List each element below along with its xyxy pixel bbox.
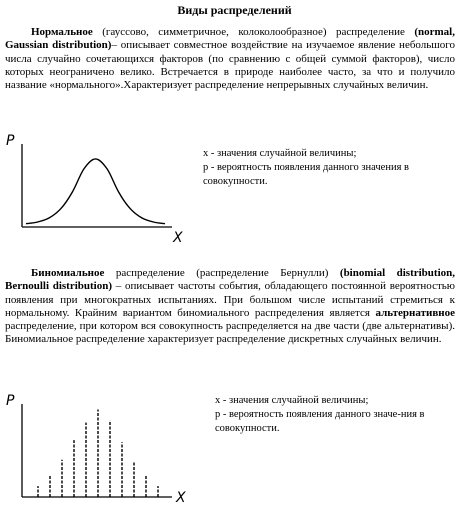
binomial-axis-p-label: P [6, 393, 15, 409]
normal-paragraph [5, 26, 455, 92]
normal-term: Нормальное [31, 26, 93, 38]
binomial-text-1: распределение (распределение Бернулли) [104, 267, 340, 279]
binomial-legend-p: p - вероятность появления данного значе-ния в совокупности. [215, 409, 425, 434]
normal-term-en: (normal, Gaussian distribution) [5, 26, 455, 52]
binomial-text-2: – описывает частоты события, обладающего постоянной вероятностью появления при многократных испытаниях. При большом числе испытаний стремиться к нормальному. Крайним вариантом биномиального распределения является [5, 280, 455, 319]
normal-distribution-chart [0, 130, 200, 245]
binomial-paragraph [5, 267, 455, 347]
normal-axis-x-label: X [173, 230, 183, 245]
binomial-axis-x-label: X [176, 490, 186, 506]
binomial-distribution-chart [0, 390, 200, 510]
alternative-term: альтернативное [375, 306, 455, 319]
binomial-bars [38, 410, 158, 498]
normal-axis-p-label: P [6, 133, 15, 149]
normal-text-2: – описывает совместное воздействие на изучаемое явление небольшого числа случайно сочетающихся факторов (по сравнению с общей суммой факторов), число которых неограничено велико. Встречается в природе наиболее часто, за что и получило название «нормального».Характеризует распределение непрерывных случайных величин. [5, 39, 455, 92]
binomial-legend-x: x - значения случайной величины; [215, 395, 369, 406]
page-title: Виды распределений [177, 3, 292, 17]
normal-legend [203, 147, 453, 189]
normal-legend-x: x - значения случайной величины; [203, 148, 357, 159]
binomial-axes [22, 404, 172, 497]
normal-text-1: (гауссово, симметричное, колоколообразное) распределение [92, 26, 415, 38]
normal-axes [22, 144, 172, 227]
binomial-term: Биномиальное [31, 267, 105, 279]
normal-legend-p: p - вероятность появления данного значения в совокупности. [203, 162, 409, 187]
binomial-text-3: распределение, при котором вся совокупность распределяется на две части (две альтернативы). Биномиальное распределение характеризует распределение дискретных случайных величин. [5, 320, 455, 346]
binomial-term-en: (binomial distribution, Bernoulli distribution) [5, 267, 455, 293]
binomial-legend [215, 394, 460, 436]
normal-curve [26, 159, 165, 224]
